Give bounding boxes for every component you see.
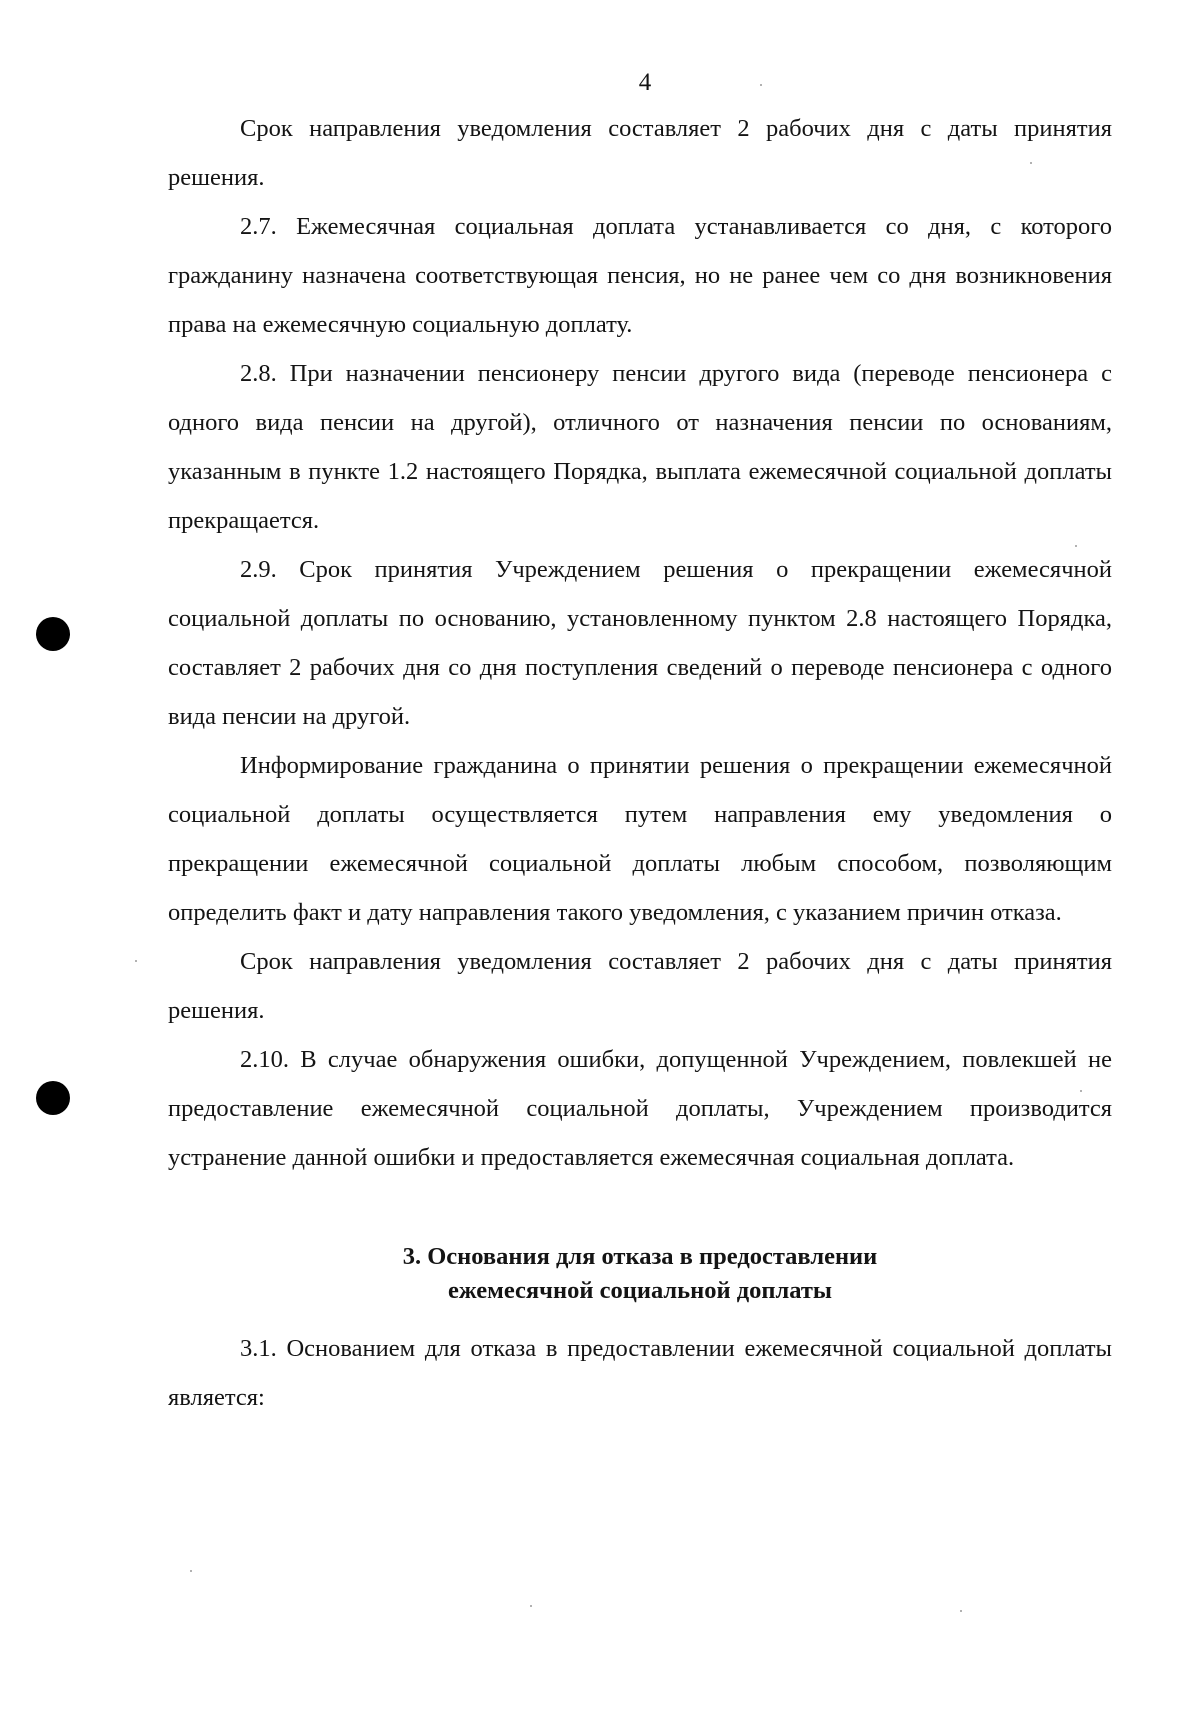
paragraph-2-9: 2.9. Срок принятия Учреждением решения о прекращении ежемесячной социальной доплаты по основанию, установленному пунктом 2.8 настоящего Порядка, составляет 2 рабочих дня со дня поступления сведений о переводе пенсионера с одного вида пенсии на другой.	[168, 556, 1112, 730]
paragraph-informing: Информирование гражданина о принятии решения о прекращении ежемесячной социальной доплаты осуществляется путем направления ему уведомления о прекращении ежемесячной социальной доплаты любым способом, позволяющим определить факт и дату направления такого уведомления, с указанием причин отказа.	[168, 752, 1112, 926]
paragraph-notice-deadline-2: Срок направления уведомления составляет 2 рабочих дня с даты принятия решения.	[168, 948, 1112, 1024]
punch-hole-mark-top	[36, 617, 70, 651]
scan-speck	[960, 1610, 962, 1612]
scan-speck	[530, 1605, 532, 1607]
scan-speck	[760, 84, 762, 86]
scan-speck	[135, 960, 137, 962]
section-3-heading	[168, 1240, 1112, 1308]
paragraph-2-7: 2.7. Ежемесячная социальная доплата устанавливается со дня, с которого гражданину назначена соответствующая пенсия, но не ранее чем со дня возникновения права на ежемесячную социальную доплату.	[168, 213, 1112, 338]
document-body	[168, 104, 1112, 1422]
scan-speck	[1030, 162, 1032, 164]
scan-speck	[1080, 1090, 1082, 1092]
paragraph-2-8: 2.8. При назначении пенсионеру пенсии другого вида (переводе пенсионера с одного вида пенсии на другой), отличного от назначения пенсии по основаниям, указанным в пункте 1.2 настоящего Порядка, выплата ежемесячной социальной доплаты прекращается.	[168, 360, 1112, 534]
paragraph-notice-deadline: Срок направления уведомления составляет 2 рабочих дня с даты принятия решения.	[168, 115, 1112, 191]
section-heading-line-2: ежемесячной социальной доплаты	[447, 1277, 833, 1304]
punch-hole-mark-bottom	[36, 1081, 70, 1115]
page-number: 4	[638, 69, 652, 96]
paragraph-3-1: 3.1. Основанием для отказа в предоставлении ежемесячной социальной доплаты является:	[168, 1335, 1112, 1411]
section-heading-line-1: 3. Основания для отказа в предоставлении	[402, 1243, 878, 1270]
paragraph-2-10: 2.10. В случае обнаружения ошибки, допущенной Учреждением, повлекшей не предоставление ежемесячной социальной доплаты, Учреждением производится устранение данной ошибки и предоставляется ежемесячная социальная доплата.	[168, 1046, 1112, 1171]
scan-speck	[190, 1570, 192, 1572]
scan-speck	[1075, 545, 1077, 547]
